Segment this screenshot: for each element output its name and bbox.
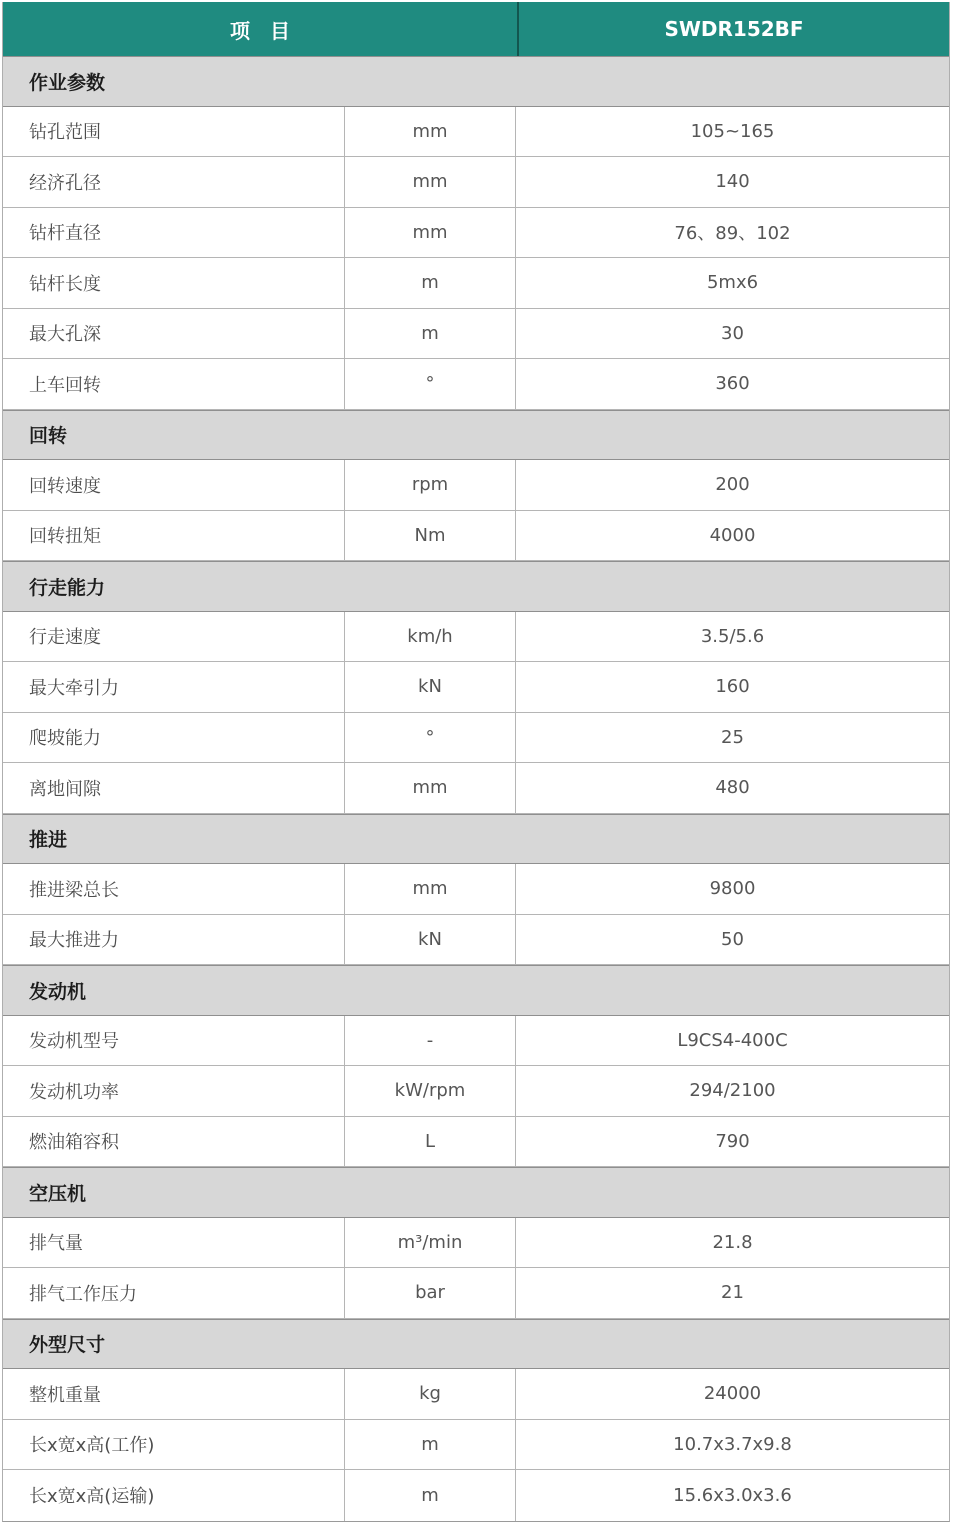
param-name: 离地间隙 xyxy=(29,778,101,800)
param-value: 25 xyxy=(721,726,744,748)
param-value-cell xyxy=(516,309,949,359)
param-name: 燃油箱容积 xyxy=(29,1132,119,1154)
spec-row xyxy=(3,309,949,360)
param-unit: ° xyxy=(425,726,435,748)
param-value-cell xyxy=(516,1117,949,1167)
param-value-cell xyxy=(516,208,949,258)
param-name: 最大牵引力 xyxy=(29,677,119,699)
spec-row xyxy=(3,864,949,915)
param-unit-cell xyxy=(344,612,516,662)
param-value-cell xyxy=(516,1218,949,1268)
param-name-cell xyxy=(3,864,344,914)
param-value-cell xyxy=(516,359,949,409)
param-unit-cell xyxy=(344,915,516,965)
spec-row xyxy=(3,460,949,511)
section-title: 空压机 xyxy=(29,1182,87,1205)
spec-row xyxy=(3,763,949,814)
param-unit: mm xyxy=(412,171,448,193)
param-unit-cell xyxy=(344,1470,516,1521)
param-value-cell xyxy=(516,460,949,510)
param-name-cell xyxy=(3,1470,344,1521)
spec-row xyxy=(3,258,949,309)
param-name: 钻杆长度 xyxy=(29,273,101,295)
param-name: 回转扭矩 xyxy=(29,526,101,548)
param-unit-cell xyxy=(344,713,516,763)
spec-row xyxy=(3,1470,949,1521)
param-unit-cell xyxy=(344,1268,516,1318)
spec-row xyxy=(3,1218,949,1269)
section-title: 行走能力 xyxy=(29,576,106,599)
param-unit-cell xyxy=(344,1420,516,1470)
section-title: 作业参数 xyxy=(29,71,106,94)
param-unit-cell xyxy=(344,662,516,712)
spec-row xyxy=(3,157,949,208)
param-name: 长x宽x高(工作) xyxy=(29,1435,155,1457)
section-header-row xyxy=(3,814,949,865)
param-unit: kW/rpm xyxy=(394,1080,466,1102)
param-name: 经济孔径 xyxy=(29,172,101,194)
header-model-cell xyxy=(517,2,949,56)
param-value: 10.7x3.7x9.8 xyxy=(673,1433,792,1455)
param-name-cell xyxy=(3,662,344,712)
section-header-row xyxy=(3,410,949,461)
param-name: 推进梁总长 xyxy=(29,879,119,901)
param-name: 回转速度 xyxy=(29,475,101,497)
spec-row xyxy=(3,612,949,663)
param-value: 15.6x3.0x3.6 xyxy=(673,1484,792,1506)
section-title: 外型尺寸 xyxy=(29,1334,106,1357)
param-name: 整机重量 xyxy=(29,1384,101,1406)
spec-row xyxy=(3,662,949,713)
param-name-cell xyxy=(3,1066,344,1116)
param-name-cell xyxy=(3,157,344,207)
param-name-cell xyxy=(3,208,344,258)
param-value: 9800 xyxy=(709,878,756,900)
param-value: 790 xyxy=(715,1130,750,1152)
param-unit: m xyxy=(421,1484,439,1506)
param-value: 480 xyxy=(715,777,750,799)
spec-row xyxy=(3,359,949,410)
param-name: 排气工作压力 xyxy=(29,1283,137,1305)
param-name-cell xyxy=(3,612,344,662)
param-name-cell xyxy=(3,1117,344,1167)
param-value: 3.5/5.6 xyxy=(700,625,765,647)
param-unit-cell xyxy=(344,157,516,207)
param-unit: L xyxy=(424,1130,436,1152)
param-name: 排气量 xyxy=(29,1233,83,1255)
param-name: 钻孔范围 xyxy=(29,122,101,144)
param-value: 50 xyxy=(721,928,744,950)
spec-row xyxy=(3,915,949,966)
param-unit-cell xyxy=(344,309,516,359)
table-header-row xyxy=(3,2,949,56)
param-value: 140 xyxy=(715,171,750,193)
param-unit: m xyxy=(421,272,439,294)
param-value-cell xyxy=(516,612,949,662)
param-unit: kN xyxy=(418,928,442,950)
param-unit: rpm xyxy=(411,474,449,496)
param-value-cell xyxy=(516,1016,949,1066)
section-header-row xyxy=(3,965,949,1016)
param-name-cell xyxy=(3,1420,344,1470)
param-name-cell xyxy=(3,107,344,157)
param-value: 4000 xyxy=(709,524,756,546)
section-header-row xyxy=(3,561,949,612)
spec-table xyxy=(2,2,950,1522)
param-name-cell xyxy=(3,713,344,763)
param-unit-cell xyxy=(344,1066,516,1116)
param-value: 200 xyxy=(715,474,750,496)
param-unit: m³/min xyxy=(397,1231,463,1253)
param-value: 105~165 xyxy=(690,120,775,142)
param-unit: Nm xyxy=(414,524,446,546)
param-unit: mm xyxy=(412,120,448,142)
param-value-cell xyxy=(516,1470,949,1521)
param-value-cell xyxy=(516,1369,949,1419)
section-header-row xyxy=(3,1167,949,1218)
spec-row xyxy=(3,1066,949,1117)
param-value-cell xyxy=(516,713,949,763)
param-name-cell xyxy=(3,1369,344,1419)
spec-row xyxy=(3,713,949,764)
section-header-row xyxy=(3,56,949,107)
param-value: 5mx6 xyxy=(706,272,759,294)
param-unit-cell xyxy=(344,1369,516,1419)
param-name-cell xyxy=(3,258,344,308)
table-body xyxy=(3,56,949,1521)
param-unit-cell xyxy=(344,258,516,308)
param-unit-cell xyxy=(344,1016,516,1066)
param-value: 21.8 xyxy=(712,1231,753,1253)
param-unit: mm xyxy=(412,777,448,799)
param-unit-cell xyxy=(344,107,516,157)
param-unit-cell xyxy=(344,864,516,914)
param-unit: m xyxy=(421,322,439,344)
param-name: 最大孔深 xyxy=(29,324,101,346)
param-value-cell xyxy=(516,258,949,308)
param-unit-cell xyxy=(344,511,516,561)
spec-row xyxy=(3,208,949,259)
spec-row xyxy=(3,1420,949,1471)
param-value: 160 xyxy=(715,676,750,698)
param-name-cell xyxy=(3,1016,344,1066)
param-value: 30 xyxy=(721,322,744,344)
section-title: 回转 xyxy=(29,425,68,448)
param-name-cell xyxy=(3,511,344,561)
param-name-cell xyxy=(3,359,344,409)
param-unit-cell xyxy=(344,1218,516,1268)
param-value-cell xyxy=(516,107,949,157)
param-name-cell xyxy=(3,1218,344,1268)
header-model-label: SWDR152BF xyxy=(664,17,804,41)
param-value-cell xyxy=(516,1268,949,1318)
param-unit-cell xyxy=(344,460,516,510)
param-name: 发动机型号 xyxy=(29,1031,119,1053)
param-unit: mm xyxy=(412,221,448,243)
spec-row xyxy=(3,1117,949,1168)
param-unit-cell xyxy=(344,359,516,409)
param-value: 21 xyxy=(721,1282,744,1304)
param-unit: km/h xyxy=(407,625,453,647)
param-value-cell xyxy=(516,1420,949,1470)
header-item-label: 项 目 xyxy=(230,18,290,43)
param-value: L9CS4-400C xyxy=(677,1029,788,1051)
param-value-cell xyxy=(516,157,949,207)
param-unit: kg xyxy=(419,1383,441,1405)
param-unit: mm xyxy=(412,878,448,900)
param-unit-cell xyxy=(344,208,516,258)
param-value-cell xyxy=(516,864,949,914)
param-value-cell xyxy=(516,763,949,813)
param-name: 上车回转 xyxy=(29,374,101,396)
section-header-row xyxy=(3,1319,949,1370)
param-value-cell xyxy=(516,511,949,561)
spec-row xyxy=(3,511,949,562)
section-title: 推进 xyxy=(29,829,68,852)
param-value-cell xyxy=(516,915,949,965)
spec-row xyxy=(3,1268,949,1319)
param-name-cell xyxy=(3,1268,344,1318)
param-unit: m xyxy=(421,1433,439,1455)
param-name-cell xyxy=(3,915,344,965)
param-name: 钻杆直径 xyxy=(29,223,101,245)
param-unit: - xyxy=(426,1029,434,1051)
spec-row xyxy=(3,1016,949,1067)
param-unit: kN xyxy=(418,676,442,698)
section-title: 发动机 xyxy=(29,980,87,1003)
param-unit-cell xyxy=(344,763,516,813)
spec-row xyxy=(3,1369,949,1420)
param-value-cell xyxy=(516,662,949,712)
param-name: 行走速度 xyxy=(29,627,101,649)
param-value: 294/2100 xyxy=(689,1080,776,1102)
param-name: 发动机功率 xyxy=(29,1081,119,1103)
param-value-cell xyxy=(516,1066,949,1116)
param-value: 76、89、102 xyxy=(674,223,791,245)
param-name: 长x宽x高(运输) xyxy=(29,1486,155,1508)
spec-row xyxy=(3,107,949,158)
param-unit: ° xyxy=(425,373,435,395)
param-value: 360 xyxy=(715,373,750,395)
header-item-cell xyxy=(3,2,517,56)
param-name: 最大推进力 xyxy=(29,930,119,952)
param-unit-cell xyxy=(344,1117,516,1167)
param-value: 24000 xyxy=(703,1383,762,1405)
param-name-cell xyxy=(3,763,344,813)
param-unit: bar xyxy=(415,1282,445,1304)
param-name-cell xyxy=(3,460,344,510)
param-name-cell xyxy=(3,309,344,359)
param-name: 爬坡能力 xyxy=(29,728,101,750)
